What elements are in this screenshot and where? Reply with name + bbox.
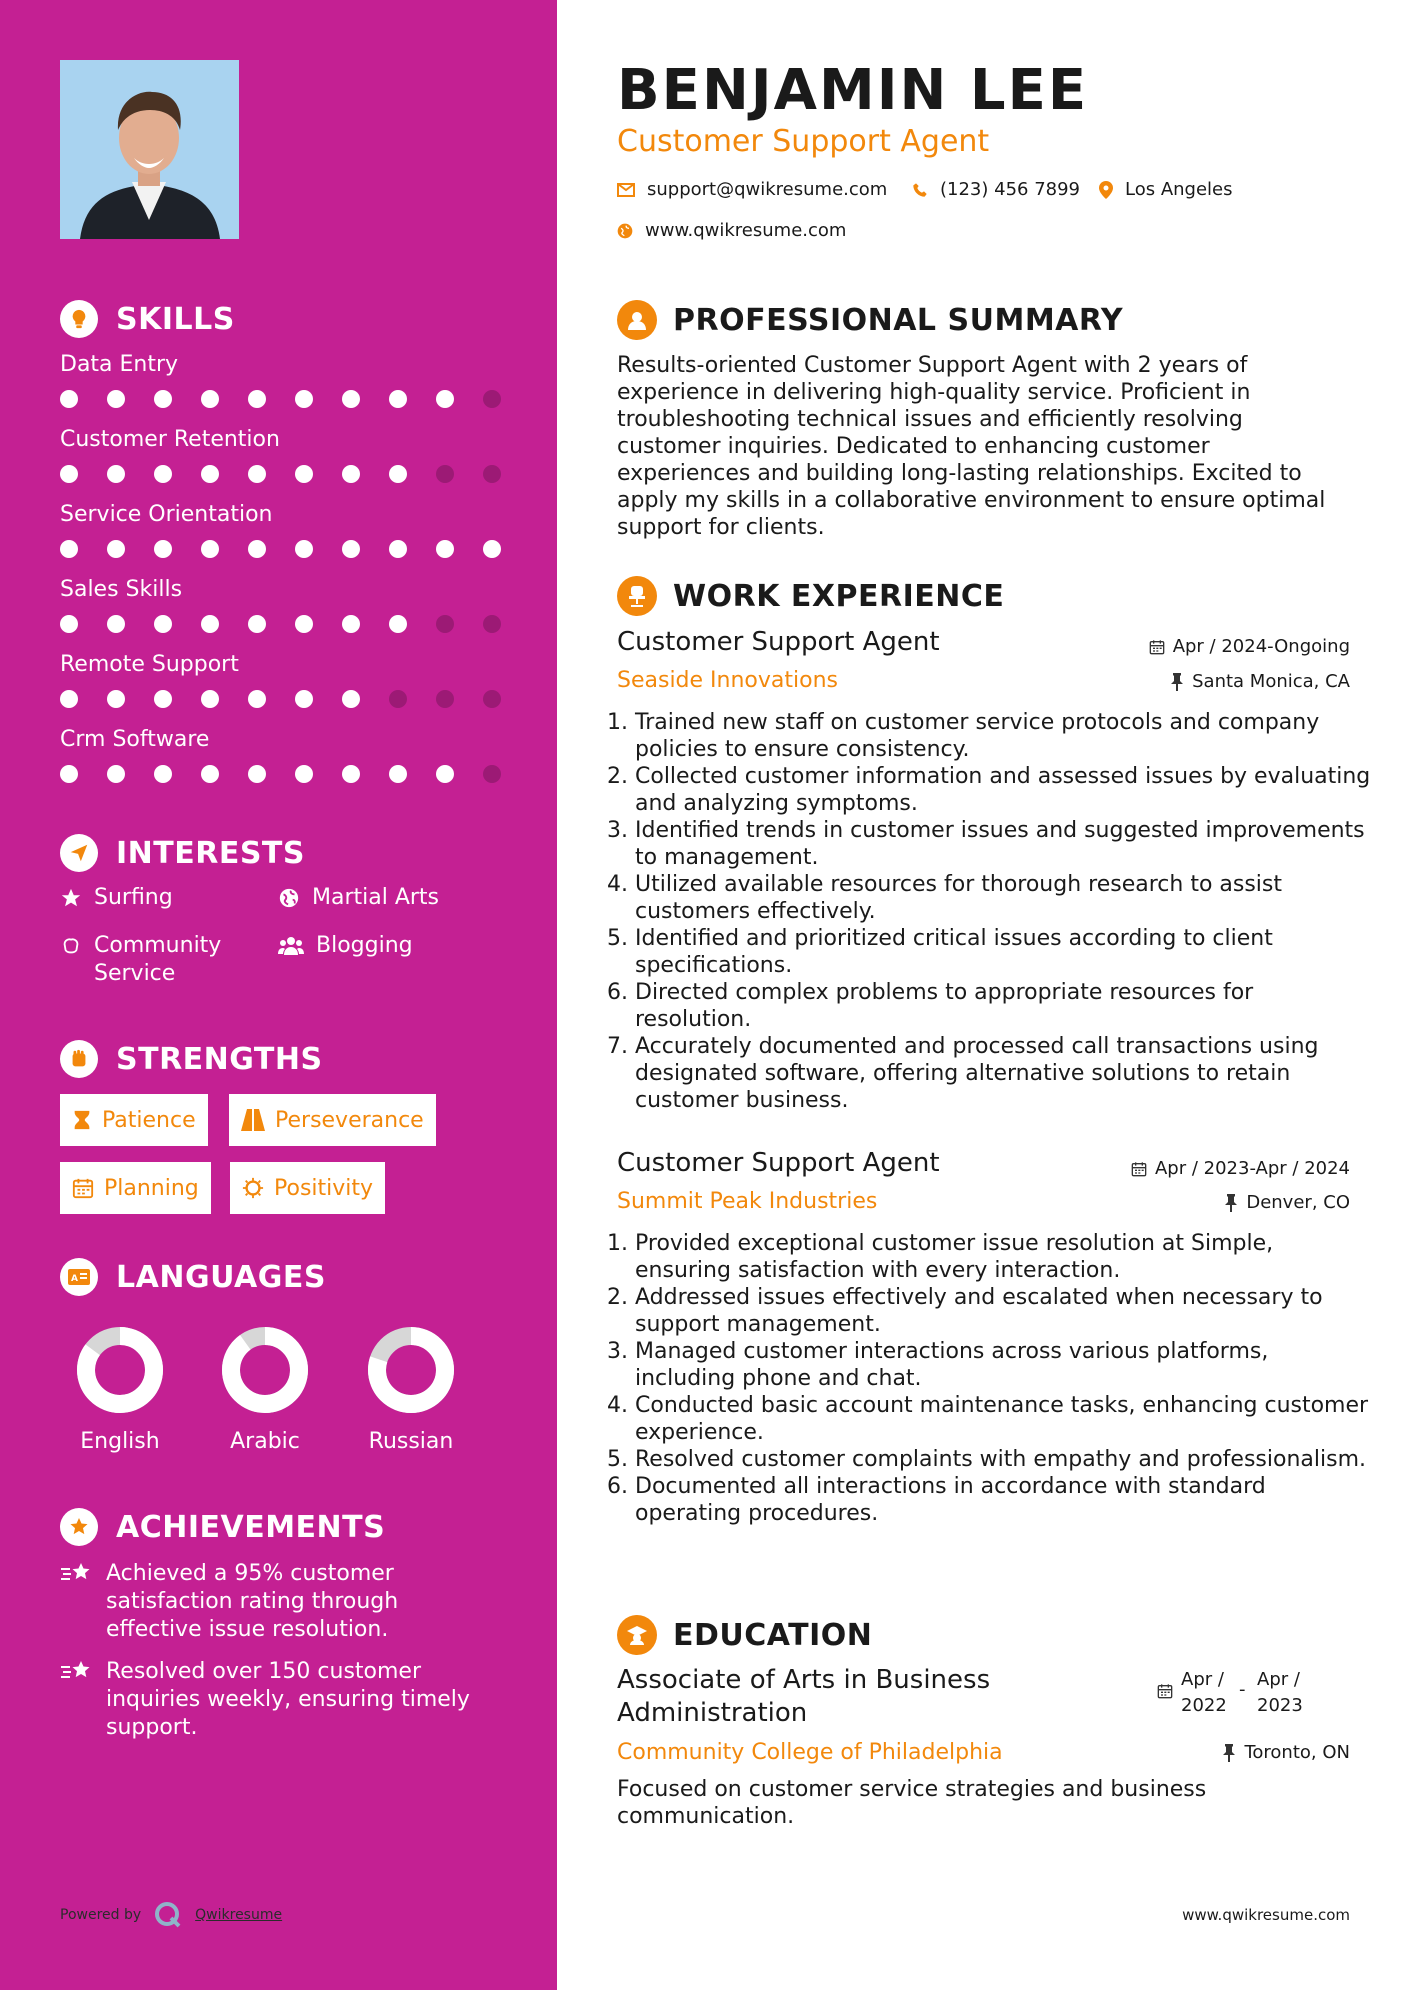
qwikresume-link[interactable]: Qwikresume: [195, 1907, 283, 1923]
location-text: Los Angeles: [1125, 179, 1233, 200]
job-bullet: 1. Trained new staff on customer service protocols and company policies to ensure consistency.: [635, 709, 1375, 763]
phone-text: (123) 456 7899: [940, 179, 1081, 200]
skill-dot: [60, 690, 78, 708]
contact-location: [1099, 179, 1233, 200]
skill-dot: [107, 765, 125, 783]
language-proficiency-arc: [231, 1336, 299, 1404]
education-end: Apr / 2023: [1257, 1669, 1303, 1716]
skill-dot: [389, 465, 407, 483]
languages-heading: [60, 1258, 326, 1296]
skill-dot: [107, 465, 125, 483]
job-company: Seaside Innovations: [617, 668, 838, 693]
achievements-title: ACHIEVEMENTS: [116, 1509, 386, 1545]
summary-text: Results-oriented Customer Support Agent with 2 years of experience in delivering high-quality service. Proficient in troubleshooting technical issues and efficiently resolving customer inquiries. Dedicated to enhancing customer experiences and building long-lasting relationships. Excited to apply my skills in a collaborative environment to ensure optimal support for clients.: [617, 353, 1326, 540]
language-label: English: [80, 1429, 160, 1454]
users-icon: [278, 935, 304, 957]
skill-dot: [107, 615, 125, 633]
skill-dot: [248, 390, 266, 408]
hand-icon: [60, 935, 82, 957]
skill-dot: [483, 615, 501, 633]
skill-dot: [248, 540, 266, 558]
skill-dot: [483, 390, 501, 408]
shooting-star-icon: [60, 1658, 94, 1684]
skill-dot: [342, 765, 360, 783]
qwikresume-logo-icon: [153, 1900, 183, 1930]
strength-label: Planning: [104, 1175, 199, 1201]
strengths-heading: [60, 1040, 323, 1078]
skill-dot: [483, 765, 501, 783]
skill-dot: [201, 465, 219, 483]
skill-dot: [60, 765, 78, 783]
education-start: Apr / 2022: [1181, 1669, 1227, 1716]
calendar-icon: [72, 1177, 94, 1199]
pushpin-icon: [1224, 1194, 1238, 1212]
skill-dot: [295, 465, 313, 483]
skill-dot: [436, 390, 454, 408]
strength-badge: [60, 1162, 211, 1214]
calendar-icon: [1157, 1683, 1173, 1699]
job-company: Summit Peak Industries: [617, 1189, 878, 1214]
shooting-star-icon: [60, 1560, 94, 1586]
skill-dot: [60, 465, 78, 483]
contact-website: [617, 220, 846, 241]
skill-rating: [60, 690, 530, 708]
job-location-text: Santa Monica, CA: [1192, 671, 1350, 692]
website-text[interactable]: www.qwikresume.com: [645, 220, 847, 241]
summary-heading: [617, 300, 1123, 340]
lightbulb-icon: [60, 300, 98, 338]
strength-label: Patience: [102, 1107, 196, 1133]
skill-dot: [154, 465, 172, 483]
job-title: Customer Support Agent: [617, 1148, 940, 1178]
skill-dot: [342, 540, 360, 558]
education-heading: [617, 1615, 872, 1655]
interest-label: Martial Arts: [312, 885, 440, 910]
skill-dot: [60, 615, 78, 633]
skill-dot: [154, 765, 172, 783]
education-location: [1222, 1742, 1350, 1763]
skill-dot: [201, 765, 219, 783]
skill-rating: [60, 765, 530, 783]
skill-dot: [295, 765, 313, 783]
language-proficiency-ring: [75, 1325, 165, 1415]
skill-name: Data Entry: [60, 352, 179, 377]
skill-dot: [201, 390, 219, 408]
skill-dot: [107, 540, 125, 558]
interests-title: INTERESTS: [116, 835, 305, 871]
school-name: Community College of Philadelphia: [617, 1740, 1003, 1765]
job-bullets: [617, 709, 1375, 1114]
skill-dot: [248, 615, 266, 633]
skill-dot: [436, 540, 454, 558]
strength-badge: [230, 1162, 385, 1214]
job-dates-text: Apr / 2023-Apr / 2024: [1154, 1158, 1350, 1179]
pushpin-icon: [1170, 673, 1184, 691]
skill-dot: [295, 390, 313, 408]
interest-label: Community Service: [94, 933, 222, 986]
job-location: [1224, 1192, 1350, 1213]
skills-title: SKILLS: [116, 301, 235, 337]
skill-dot: [436, 765, 454, 783]
job-bullet: 3. Managed customer interactions across various platforms, including phone and chat.: [635, 1338, 1375, 1392]
skills-heading: [60, 300, 235, 338]
paper-plane-icon: [60, 834, 98, 872]
language-item: [205, 1325, 325, 1454]
powered-by-text: Powered by: [60, 1907, 142, 1923]
interest-item: [278, 932, 413, 960]
job-bullet: 6. Directed complex problems to appropriate resources for resolution.: [635, 979, 1375, 1033]
strength-label: Positivity: [274, 1175, 374, 1201]
skill-rating: [60, 465, 530, 483]
skill-name: Customer Retention: [60, 427, 280, 452]
strengths-title: STRENGTHS: [116, 1041, 323, 1077]
svg-text:A: A: [71, 1274, 78, 1284]
skill-dot: [342, 390, 360, 408]
job-bullets: [617, 1230, 1375, 1527]
degree-title: Associate of Arts in Business Administration: [617, 1665, 991, 1728]
language-proficiency-ring: [366, 1325, 456, 1415]
skill-dot: [60, 390, 78, 408]
achievement-item: [60, 1658, 480, 1742]
phone-icon: [912, 182, 928, 198]
user-icon: [617, 300, 657, 340]
sun-icon: [242, 1177, 264, 1199]
summary-title: PROFESSIONAL SUMMARY: [673, 302, 1124, 338]
powered-by: [60, 1900, 282, 1930]
job-title: Customer Support Agent: [617, 627, 940, 657]
language-item: [351, 1325, 471, 1454]
contact-phone: [912, 179, 1080, 200]
award-icon: [60, 1508, 98, 1546]
contact-email: [617, 179, 887, 200]
strength-label: Perseverance: [275, 1107, 424, 1133]
calendar-icon: [1149, 639, 1165, 655]
languages-title: LANGUAGES: [116, 1259, 326, 1295]
skill-dot: [436, 465, 454, 483]
achievement-text: Achieved a 95% customer satisfaction rating through effective issue resolution.: [106, 1561, 399, 1642]
skill-dot: [201, 540, 219, 558]
envelope-icon: [617, 183, 635, 197]
skill-dot: [107, 690, 125, 708]
language-item: [60, 1325, 180, 1454]
education-title: EDUCATION: [673, 1617, 873, 1653]
globe-icon: [278, 887, 300, 909]
main-content: [557, 0, 1407, 1990]
skill-dot: [107, 390, 125, 408]
job-bullet: 5. Identified and prioritized critical issues according to client specifications.: [635, 925, 1375, 979]
skill-dot: [342, 690, 360, 708]
footer-website[interactable]: www.qwikresume.com: [1182, 1906, 1350, 1924]
pushpin-icon: [1222, 1744, 1236, 1762]
language-label: Russian: [368, 1429, 454, 1454]
education-description: Focused on customer service strategies and business communication.: [617, 1777, 1207, 1829]
skill-dot: [436, 615, 454, 633]
skill-dot: [389, 765, 407, 783]
language-label: Arabic: [230, 1429, 300, 1454]
skill-dot: [389, 540, 407, 558]
candidate-title: Customer Support Agent: [617, 124, 990, 159]
job-bullet: 3. Identified trends in customer issues and suggested improvements to management.: [635, 817, 1375, 871]
job-dates: [1149, 636, 1350, 657]
skill-dot: [389, 690, 407, 708]
achievements-heading: [60, 1508, 385, 1546]
education-location-text: Toronto, ON: [1244, 1742, 1350, 1763]
map-pin-icon: [1099, 181, 1113, 199]
skill-dot: [436, 690, 454, 708]
skill-dot: [342, 615, 360, 633]
skill-dot: [483, 465, 501, 483]
job-dates: [1131, 1158, 1350, 1179]
hourglass-icon: [72, 1109, 92, 1131]
skill-dot: [201, 690, 219, 708]
skill-rating: [60, 390, 530, 408]
skill-name: Service Orientation: [60, 502, 273, 527]
skill-dot: [295, 615, 313, 633]
skill-dot: [248, 765, 266, 783]
chair-icon: [617, 576, 657, 616]
skill-dot: [295, 690, 313, 708]
fist-icon: [60, 1040, 98, 1078]
job-location-text: Denver, CO: [1246, 1192, 1350, 1213]
road-icon: [241, 1109, 265, 1131]
job-bullet: 6. Documented all interactions in accordance with standard operating procedures.: [635, 1473, 1375, 1527]
email-text[interactable]: support@qwikresume.com: [647, 179, 888, 200]
skill-rating: [60, 615, 530, 633]
job-bullet: 4. Utilized available resources for thorough research to assist customers effectively.: [635, 871, 1375, 925]
language-icon: [60, 1258, 98, 1296]
skill-dot: [342, 465, 360, 483]
interest-item: [60, 884, 173, 912]
skill-dot: [154, 390, 172, 408]
star-icon: [60, 887, 82, 909]
job-location: [1170, 671, 1350, 692]
skill-dot: [201, 615, 219, 633]
sidebar: [0, 0, 557, 1990]
skill-rating: [60, 540, 530, 558]
interest-label: Blogging: [316, 933, 413, 958]
interest-label: Surfing: [94, 885, 173, 910]
calendar-icon: [1131, 1161, 1147, 1177]
skill-dot: [248, 465, 266, 483]
job-bullet: 2. Collected customer information and assessed issues by evaluating and analyzing symptoms.: [635, 763, 1375, 817]
skill-name: Crm Software: [60, 727, 210, 752]
skill-dot: [483, 690, 501, 708]
graduate-icon: [617, 1615, 657, 1655]
skill-dot: [483, 540, 501, 558]
strength-badge: [60, 1094, 208, 1146]
achievement-text: Resolved over 150 customer inquiries weekly, ensuring timely support.: [106, 1659, 470, 1740]
skill-dot: [154, 540, 172, 558]
interest-item: [278, 884, 439, 912]
interest-item: [60, 932, 221, 988]
skill-dot: [295, 540, 313, 558]
skill-dot: [154, 615, 172, 633]
job-dates-text: Apr / 2024-Ongoing: [1172, 636, 1350, 657]
profile-photo: [60, 60, 239, 239]
strength-badge: [229, 1094, 436, 1146]
education-dates: Apr / 2022 - Apr / 2023: [1157, 1667, 1307, 1719]
skill-dot: [154, 690, 172, 708]
job-bullet: 1. Provided exceptional customer issue resolution at Simple, ensuring satisfaction with every interaction.: [635, 1230, 1375, 1284]
job-bullet: 7. Accurately documented and processed call transactions using designated software, offering alternative solutions to retain customer business.: [635, 1033, 1375, 1114]
skill-dot: [60, 540, 78, 558]
interests-heading: [60, 834, 305, 872]
globe-icon: [617, 223, 633, 239]
job-bullet: 4. Conducted basic account maintenance tasks, enhancing customer experience.: [635, 1392, 1375, 1446]
skill-name: Sales Skills: [60, 577, 183, 602]
skill-dot: [248, 690, 266, 708]
language-proficiency-ring: [220, 1325, 310, 1415]
candidate-name: BENJAMIN LEE: [617, 58, 1089, 123]
job-bullet: 2. Addressed issues effectively and escalated when necessary to support management.: [635, 1284, 1375, 1338]
achievement-item: [60, 1560, 480, 1644]
skill-dot: [389, 390, 407, 408]
skill-dot: [389, 615, 407, 633]
skill-name: Remote Support: [60, 652, 239, 677]
job-bullet: 5. Resolved customer complaints with empathy and professionalism.: [635, 1446, 1375, 1473]
work-heading: [617, 576, 1004, 616]
work-title: WORK EXPERIENCE: [673, 578, 1005, 614]
